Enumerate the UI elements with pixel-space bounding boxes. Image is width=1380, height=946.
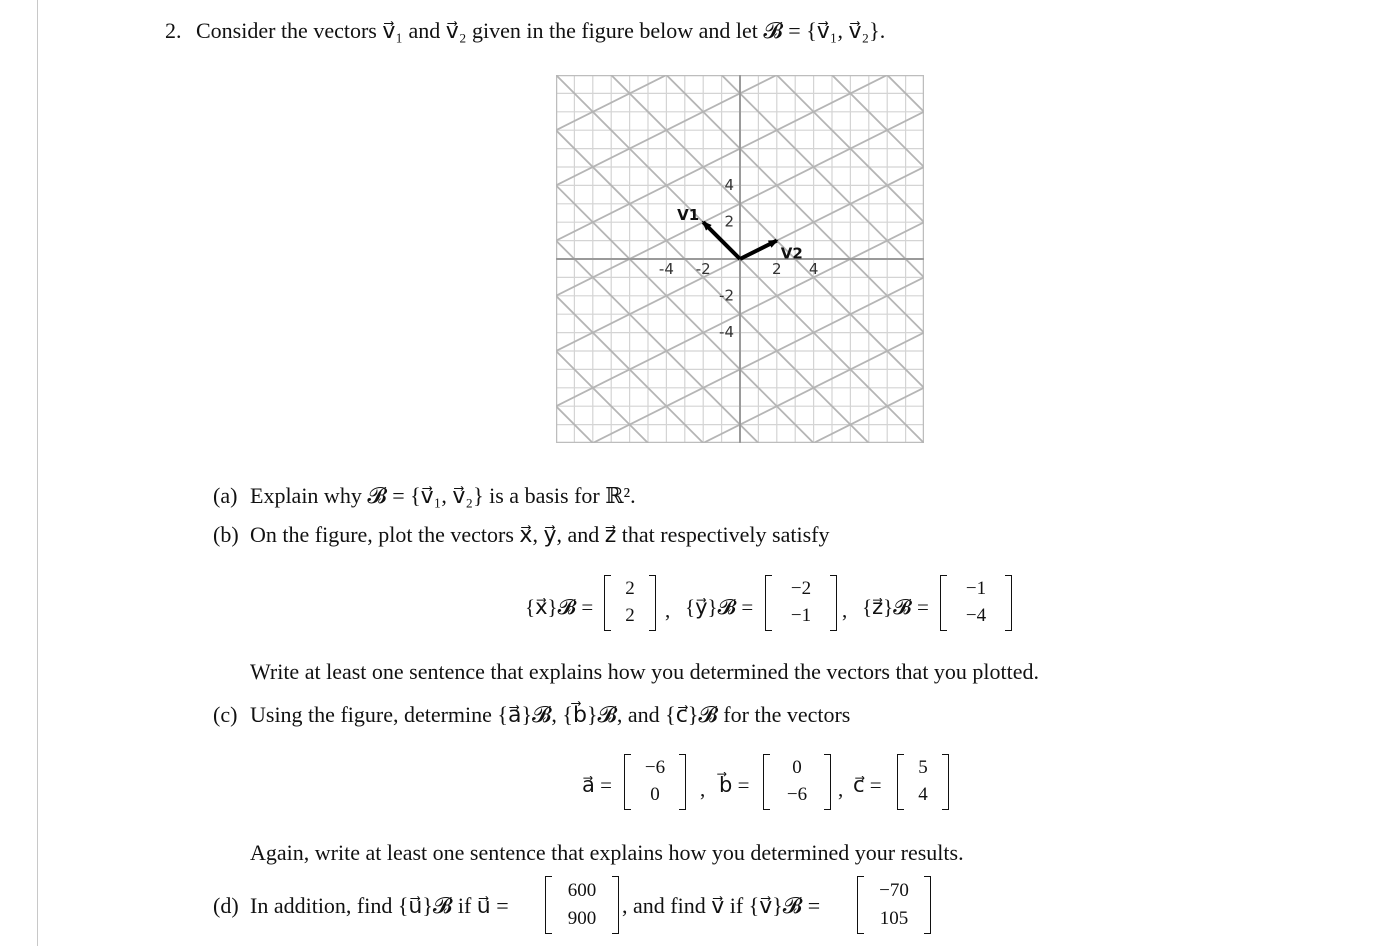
vector-v1-label: V1: [677, 206, 700, 225]
vector-b-matrix: [763, 754, 831, 812]
vector-b-top: 0: [792, 757, 802, 778]
y-coord-top: −2: [790, 578, 812, 599]
x-coord-top: 2: [625, 578, 635, 599]
y-coord-bottom: −1: [790, 605, 812, 626]
part-a-label: (a): [213, 483, 238, 508]
y-coord-matrix: [765, 575, 837, 633]
y-tick-label: -2: [719, 286, 734, 305]
y-tick-label: -4: [719, 323, 734, 342]
x-coord-lhs: {x⃗}𝓑 =: [525, 595, 594, 619]
x-coord-matrix: [604, 575, 656, 633]
vector-c-bottom: 4: [918, 784, 928, 805]
part-d-text-2: , and find v⃗ if {v⃗}𝓑 =: [622, 893, 821, 918]
separator: ,: [838, 777, 844, 801]
vector-grid-figure: [556, 75, 924, 443]
part-a-text: Explain why 𝓑 = {v⃗₁, v⃗₂} is a basis for ℝ².: [250, 483, 636, 508]
vector-v2-label: V2: [780, 244, 803, 263]
problem-intro: Consider the vectors v⃗₁ and v⃗₂ given in the figure below and let 𝓑 = {v⃗₁, v⃗₂}.: [196, 18, 886, 43]
part-b-label: (b): [213, 522, 239, 547]
separator: ,: [700, 777, 706, 801]
vector-v-coord-top: −70: [879, 880, 909, 901]
y-tick-label: 2: [724, 212, 734, 231]
vector-v-coord-bottom: 105: [879, 908, 909, 929]
vector-a-matrix: [624, 754, 686, 812]
vector-u-top: 600: [567, 880, 597, 901]
vector-a-lhs: a⃗ =: [582, 773, 612, 797]
y-tick-label: 4: [724, 175, 734, 194]
z-coord-lhs: {z⃗}𝓑 =: [862, 595, 929, 619]
z-coord-matrix: [940, 575, 1012, 633]
z-coord-bottom: −4: [965, 605, 987, 626]
separator: ,: [665, 598, 671, 622]
vector-u-bottom: 900: [567, 908, 597, 929]
x-coord-bottom: 2: [625, 605, 635, 626]
y-coord-lhs: {y⃗}𝓑 =: [685, 595, 754, 619]
vector-a-top: −6: [644, 757, 666, 778]
x-tick-label: 2: [772, 260, 782, 279]
x-tick-label: -4: [658, 260, 674, 279]
vector-u-matrix: [545, 876, 619, 936]
z-coord-top: −1: [965, 578, 987, 599]
x-tick-label: -2: [695, 260, 711, 279]
vector-b-lhs: b⃗ =: [719, 773, 750, 797]
vector-c-matrix: [897, 754, 949, 812]
part-b-followup: Write at least one sentence that explains how you determined the vectors that you plotted.: [250, 659, 1040, 684]
part-c-followup: Again, write at least one sentence that explains how you determined your results.: [250, 840, 964, 865]
vector-c-lhs: c⃗ =: [853, 773, 882, 797]
problem-number: 2.: [165, 18, 182, 43]
part-d-text-1: In addition, find {u⃗}𝓑 if u⃗ =: [250, 893, 509, 918]
part-b-text: On the figure, plot the vectors x⃗, y⃗, and z⃗ that respectively satisfy: [250, 522, 830, 547]
page-left-border: [37, 0, 38, 946]
part-d-label: (d): [213, 893, 239, 918]
part-c-label: (c): [213, 702, 238, 727]
vector-b-bottom: −6: [786, 784, 808, 805]
vector-a-bottom: 0: [650, 784, 660, 805]
vector-c-top: 5: [918, 757, 928, 778]
x-tick-label: 4: [808, 260, 819, 279]
separator: ,: [842, 598, 848, 622]
vector-v-coord-matrix: [857, 876, 931, 936]
part-c-text: Using the figure, determine {a⃗}𝓑, {b⃗}𝓑, and {c⃗}𝓑 for the vectors: [250, 702, 851, 727]
